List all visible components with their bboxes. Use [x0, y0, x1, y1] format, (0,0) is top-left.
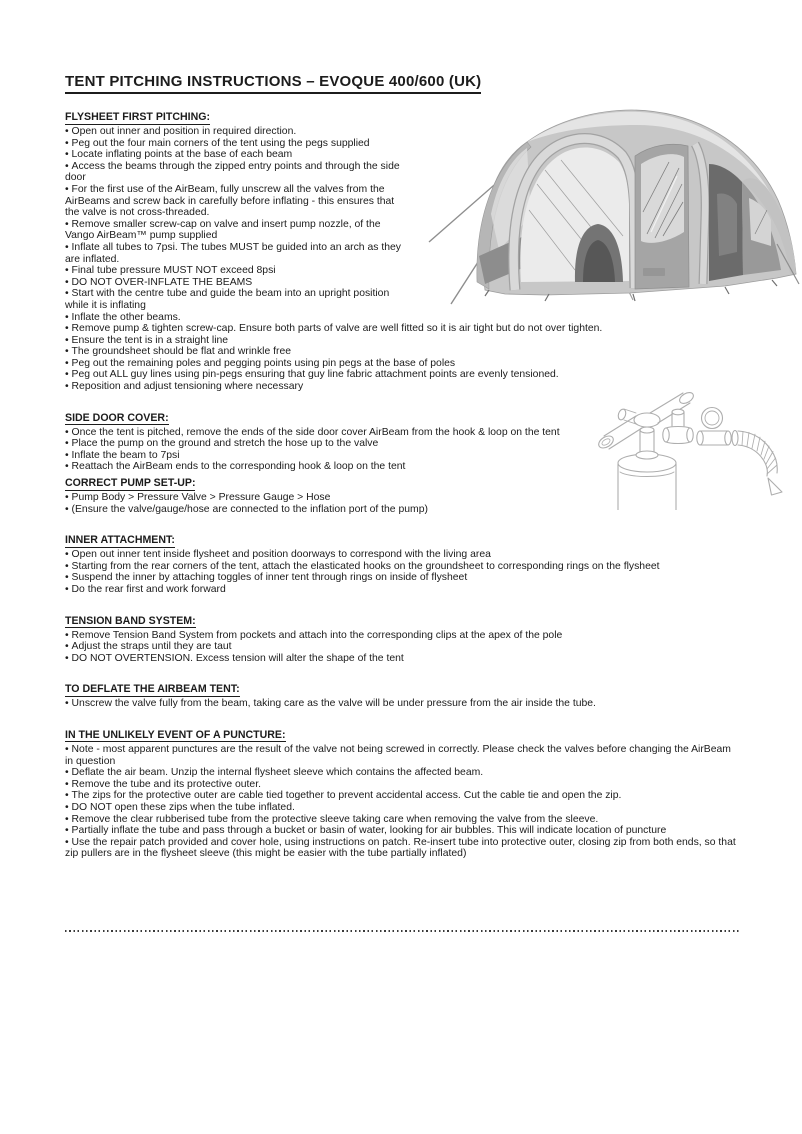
- bullet-list: [65, 630, 739, 665]
- bullet-item: • DO NOT OVER-INFLATE THE BEAMS: [65, 277, 739, 289]
- bullet-list: [65, 549, 739, 595]
- section-to-deflate: [65, 679, 739, 710]
- bullet-item: • Remove the tube and its protective outer.: [65, 779, 739, 791]
- section-tension-band-system: [65, 611, 739, 665]
- bullet-item: • Do the rear first and work forward: [65, 584, 739, 596]
- section-heading: TENSION BAND SYSTEM:: [65, 614, 196, 627]
- bullet-item: • Place the pump on the ground and stretch the hose up to the valve: [65, 438, 739, 450]
- pump-diagram: [596, 384, 794, 510]
- tent-photo-illustration: [425, 84, 801, 306]
- bullet-item: • Note - most apparent punctures are the result of the valve not being screwed in correctly. Please check the valves before changing the AirBeam in question: [65, 744, 739, 767]
- bullet-item: • Once the tent is pitched, remove the ends of the side door cover AirBeam from the hook & loop on the tent: [65, 427, 739, 439]
- bullet-item: • Deflate the air beam. Unzip the internal flysheet sleeve which contains the affected beam.: [65, 767, 739, 779]
- section-heading: FLYSHEET FIRST PITCHING:: [65, 111, 210, 123]
- bullet-item: • Pump Body > Pressure Valve > Pressure Gauge > Hose: [65, 492, 739, 504]
- section-heading: SIDE DOOR COVER:: [65, 411, 169, 424]
- bullet-item: • Inflate the beam to 7psi: [65, 450, 739, 462]
- bullet-item: • Inflate the other beams.: [65, 312, 739, 324]
- section-heading: TO DEFLATE THE AIRBEAM TENT:: [65, 683, 240, 696]
- bullet-item: • Reposition and adjust tensioning where necessary: [65, 381, 739, 393]
- bullet-item: • Peg out the four main corners of the tent using the pegs supplied: [65, 138, 739, 150]
- bullet-item: • Inflate all tubes to 7psi. The tubes MUST be guided into an arch as they are inflated.: [65, 242, 739, 265]
- bullet-item: • Open out inner tent inside flysheet and position doorways to correspond with the living area: [65, 549, 739, 561]
- bullet-item: • Remove smaller screw-cap on valve and insert pump nozzle, of the Vango AirBeam™ pump supplied: [65, 219, 739, 242]
- bullet-item: • DO NOT open these zips when the tube inflated.: [65, 802, 739, 814]
- pump-diagram-illustration: [596, 384, 794, 510]
- bullet-item: • Ensure the tent is in a straight line: [65, 335, 739, 347]
- bullet-item: • Open out inner and position in required direction.: [65, 126, 739, 138]
- bullet-list: [65, 744, 739, 860]
- bullet-item: • Peg out ALL guy lines using pin-pegs ensuring that guy line fabric attachment points are evenly tensioned.: [65, 369, 739, 381]
- bullet-item: • The zips for the protective outer are cable tied together to prevent accidental access. Cut the cable tie and open the zip.: [65, 790, 739, 802]
- bullet-item: • Locate inflating points at the base of each beam: [65, 149, 739, 161]
- section-heading: CORRECT PUMP SET-UP:: [65, 477, 196, 490]
- bullet-list: [65, 698, 739, 710]
- section-inner-attachment: [65, 530, 739, 595]
- bullet-item: • Suspend the inner by attaching toggles of inner tent through rings on inside of flysheet: [65, 572, 739, 584]
- bullet-item: • DO NOT OVERTENSION. Excess tension will alter the shape of the tent: [65, 653, 739, 665]
- bullet-item: • Partially inflate the tube and pass through a bucket or basin of water, looking for air bubbles. This will indicate location of puncture: [65, 825, 739, 837]
- dotted-divider: [65, 930, 739, 932]
- section-heading: INNER ATTACHMENT:: [65, 534, 175, 547]
- bullet-item: • (Ensure the valve/gauge/hose are connected to the inflation port of the pump): [65, 504, 739, 516]
- bullet-item: • Starting from the rear corners of the tent, attach the elasticated hooks on the groundsheet to corresponding rings on the flysheet: [65, 561, 739, 573]
- bullet-item: • The groundsheet should be flat and wrinkle free: [65, 346, 739, 358]
- bullet-item: • Final tube pressure MUST NOT exceed 8psi: [65, 265, 739, 277]
- bullet-item: • Start with the centre tube and guide the beam into an upright position while it is inflating: [65, 288, 739, 311]
- bullet-item: • Peg out the remaining poles and pegging points using pin pegs at the base of poles: [65, 358, 739, 370]
- bullet-item: • Remove the clear rubberised tube from the protective sleeve taking care when removing the valve from the sleeve.: [65, 814, 739, 826]
- tent-photo: [425, 84, 801, 306]
- bullet-item: • Remove Tension Band System from pockets and attach into the corresponding clips at the apex of the pole: [65, 630, 739, 642]
- bullet-item: • Unscrew the valve fully from the beam, taking care as the valve will be under pressure from the air inside the tube.: [65, 698, 739, 710]
- bullet-item: • Reattach the AirBeam ends to the corresponding hook & loop on the tent: [65, 461, 739, 473]
- bullet-item: • Use the repair patch provided and cover hole, using instructions on patch. Re-insert tube into protective outer, closing zip from both ends, so that zip pullers are in the flysheet sleeve (this might be easier with the tube partially inflated): [65, 837, 739, 860]
- section-heading: IN THE UNLIKELY EVENT OF A PUNCTURE:: [65, 728, 286, 741]
- bullet-item: • For the first use of the AirBeam, fully unscrew all the valves from the AirBeams and screw back in carefully before inflating - this ensures that the valve is not cross-threaded.: [65, 184, 739, 219]
- section-puncture: [65, 725, 739, 860]
- bullet-item: • Remove pump & tighten screw-cap. Ensure both parts of valve are well fitted so it is air tight but do not over tighten.: [65, 323, 739, 335]
- bullet-item: • Adjust the straps until they are taut: [65, 641, 739, 653]
- bullet-item: • Access the beams through the zipped entry points and through the side door: [65, 161, 739, 184]
- page-title: TENT PITCHING INSTRUCTIONS – EVOQUE 400/600 (UK): [65, 72, 481, 94]
